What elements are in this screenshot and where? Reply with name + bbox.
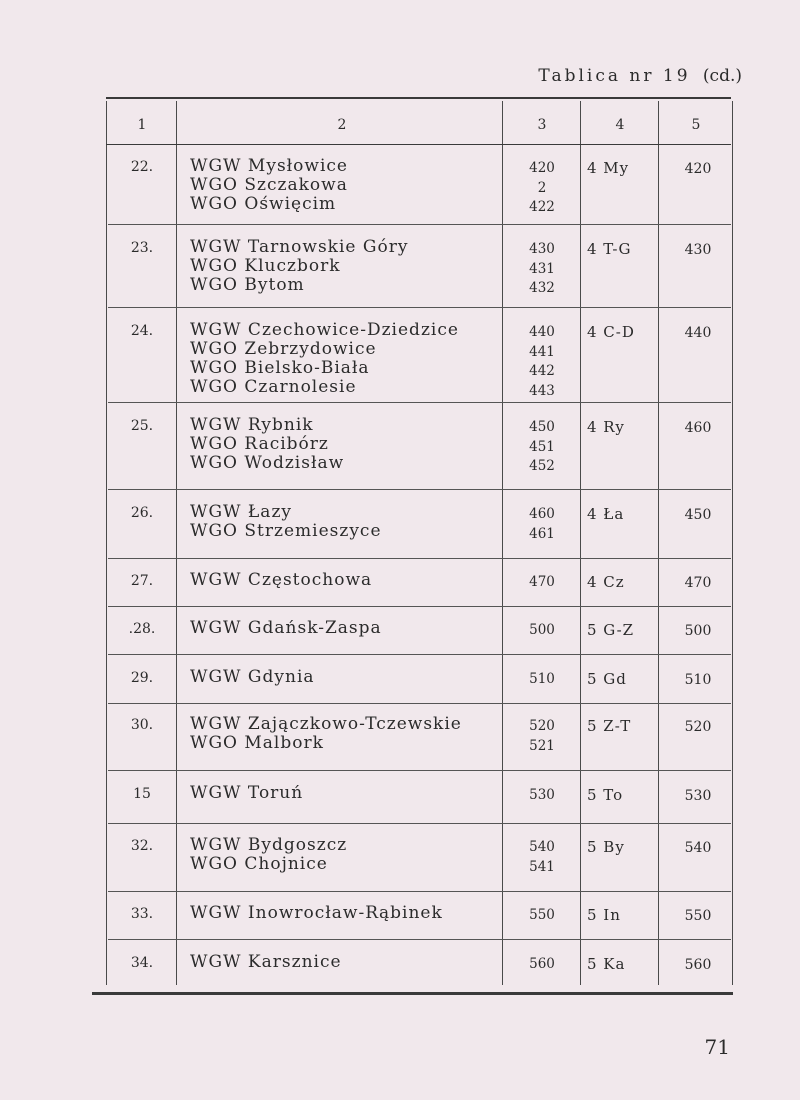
- station-name: WGO Wodzisław: [190, 453, 345, 473]
- station-abbreviation: 4 T-G: [587, 240, 632, 258]
- table-row: [92, 711, 739, 771]
- station-name: WGO Zebrzydowice: [190, 339, 377, 359]
- table-row: [92, 615, 739, 655]
- row-number: 29.: [130, 670, 154, 686]
- station-code: 521: [529, 737, 555, 754]
- table-row: [92, 153, 739, 225]
- column-5-value: 500: [684, 623, 712, 639]
- station-abbreviation: 5 Gd: [587, 670, 627, 688]
- header-rule: [106, 144, 731, 145]
- row-number: 22.: [130, 159, 154, 175]
- table-row: [92, 234, 739, 308]
- station-name: WGW Częstochowa: [190, 570, 373, 590]
- station-abbreviation: 4 C-D: [587, 323, 635, 341]
- station-code: 520: [529, 718, 555, 734]
- station-abbreviation: 4 Ła: [587, 505, 625, 523]
- row-separator: [108, 939, 731, 940]
- row-separator: [108, 307, 731, 308]
- row-number: 32.: [130, 838, 154, 854]
- station-name: WGW Czechowice-Dziedzice: [190, 320, 459, 340]
- station-abbreviation: 5 In: [587, 906, 621, 924]
- station-name: WGO Szczakowa: [190, 175, 348, 195]
- station-name: WGW Karsznice: [190, 952, 342, 972]
- table-row: [92, 317, 739, 403]
- column-5-value: 430: [684, 242, 712, 258]
- column-5-value: 440: [684, 325, 712, 341]
- station-code: 500: [529, 622, 555, 638]
- column-5-value: 470: [684, 575, 712, 591]
- row-separator: [108, 823, 731, 824]
- station-name: WGO Chojnice: [190, 854, 328, 874]
- column-header-3: 3: [537, 117, 547, 133]
- table-row: [92, 949, 739, 989]
- table-header-row: [92, 97, 739, 141]
- table-continued-label: (cd.): [702, 66, 742, 86]
- table-title: Tablica nr 19: [538, 66, 691, 86]
- row-separator: [108, 654, 731, 655]
- station-code: 440: [529, 324, 555, 340]
- station-code: 443: [529, 382, 555, 399]
- table-heading: [538, 66, 742, 86]
- page-number: 71: [704, 1035, 730, 1059]
- table-row: [92, 412, 739, 490]
- station-code: 432: [529, 280, 555, 296]
- column-5-value: 420: [684, 161, 712, 177]
- column-header-4: 4: [615, 117, 625, 133]
- row-number: .28.: [128, 621, 156, 637]
- column-5-value: 560: [684, 957, 712, 973]
- station-abbreviation: 5 To: [587, 786, 624, 804]
- row-number: 27.: [130, 573, 154, 589]
- row-number: 23.: [130, 240, 154, 256]
- station-name: WGO Czarnolesie: [190, 377, 357, 397]
- row-separator: [108, 703, 731, 704]
- station-name: WGW Tarnowskie Góry: [190, 237, 409, 257]
- station-abbreviation: 4 Ry: [587, 418, 625, 436]
- station-code: 420: [529, 160, 555, 176]
- station-code: 461: [529, 525, 555, 542]
- station-name: WGO Strzemieszyce: [190, 521, 382, 541]
- station-code: 442: [529, 363, 555, 379]
- station-name: WGW Toruń: [190, 783, 304, 803]
- station-code: 451: [529, 438, 555, 455]
- station-name: WGO Kluczbork: [190, 256, 341, 276]
- table-row: [92, 499, 739, 559]
- row-number: 30.: [130, 717, 154, 733]
- station-code: 2: [537, 179, 547, 196]
- table-row: [92, 567, 739, 607]
- row-separator: [108, 770, 731, 771]
- station-name: WGW Zajączkowo-Tczewskie: [190, 714, 462, 734]
- station-code: 452: [529, 458, 555, 474]
- column-header-2: 2: [337, 117, 347, 133]
- station-name: WGO Bielsko-Biała: [190, 358, 370, 378]
- station-code: 540: [529, 839, 555, 855]
- table-row: [92, 780, 739, 824]
- station-code: 430: [529, 241, 555, 257]
- station-code: 450: [529, 419, 555, 435]
- column-header-1: 1: [137, 117, 147, 133]
- column-5-value: 510: [684, 672, 712, 688]
- station-code: 422: [529, 199, 555, 215]
- station-name: WGW Łazy: [190, 502, 292, 522]
- station-name: WGO Malbork: [190, 733, 324, 753]
- station-abbreviation: 5 Ka: [587, 955, 626, 973]
- row-number: 34.: [130, 955, 154, 971]
- column-header-5: 5: [691, 117, 701, 133]
- row-separator: [108, 558, 731, 559]
- row-number: 33.: [130, 906, 154, 922]
- table-row: [92, 900, 739, 940]
- station-name: WGO Bytom: [190, 275, 305, 295]
- station-name: WGW Bydgoszcz: [190, 835, 348, 855]
- station-code: 541: [529, 858, 555, 875]
- station-abbreviation: 5 G-Z: [587, 621, 635, 639]
- row-number: 26.: [130, 505, 154, 521]
- row-separator: [108, 224, 731, 225]
- station-abbreviation: 5 Z-T: [587, 717, 632, 735]
- station-name: WGW Mysłowice: [190, 156, 348, 176]
- table-row: [92, 664, 739, 704]
- station-code: 431: [529, 260, 555, 277]
- station-abbreviation: 4 Cz: [587, 573, 625, 591]
- table-bottom-rule: [92, 992, 733, 995]
- column-5-value: 520: [684, 719, 712, 735]
- station-name: WGW Inowrocław-Rąbinek: [190, 903, 443, 923]
- column-5-value: 530: [684, 788, 712, 804]
- station-code: 460: [529, 506, 555, 522]
- station-code: 560: [529, 956, 555, 972]
- column-5-value: 550: [684, 908, 712, 924]
- row-number: 25.: [130, 418, 154, 434]
- station-abbreviation: 4 My: [587, 159, 630, 177]
- station-name: WGO Racibórz: [190, 434, 329, 454]
- station-code: 550: [529, 907, 555, 923]
- station-name: WGO Oświęcim: [190, 194, 337, 214]
- row-number: 15: [133, 786, 151, 802]
- station-code: 441: [529, 343, 555, 360]
- row-separator: [108, 489, 731, 490]
- station-name: WGW Gdańsk-Zaspa: [190, 618, 382, 638]
- row-number: 24.: [130, 323, 154, 339]
- station-name: WGW Rybnik: [190, 415, 314, 435]
- column-5-value: 450: [684, 507, 712, 523]
- row-separator: [108, 402, 731, 403]
- station-code: 470: [529, 574, 555, 590]
- column-5-value: 540: [684, 840, 712, 856]
- station-code: 510: [529, 671, 555, 687]
- station-table: [92, 97, 739, 995]
- row-separator: [108, 891, 731, 892]
- table-row: [92, 832, 739, 892]
- station-code: 530: [529, 787, 555, 803]
- row-separator: [108, 606, 731, 607]
- station-name: WGW Gdynia: [190, 667, 315, 687]
- column-5-value: 460: [684, 420, 712, 436]
- station-abbreviation: 5 By: [587, 838, 625, 856]
